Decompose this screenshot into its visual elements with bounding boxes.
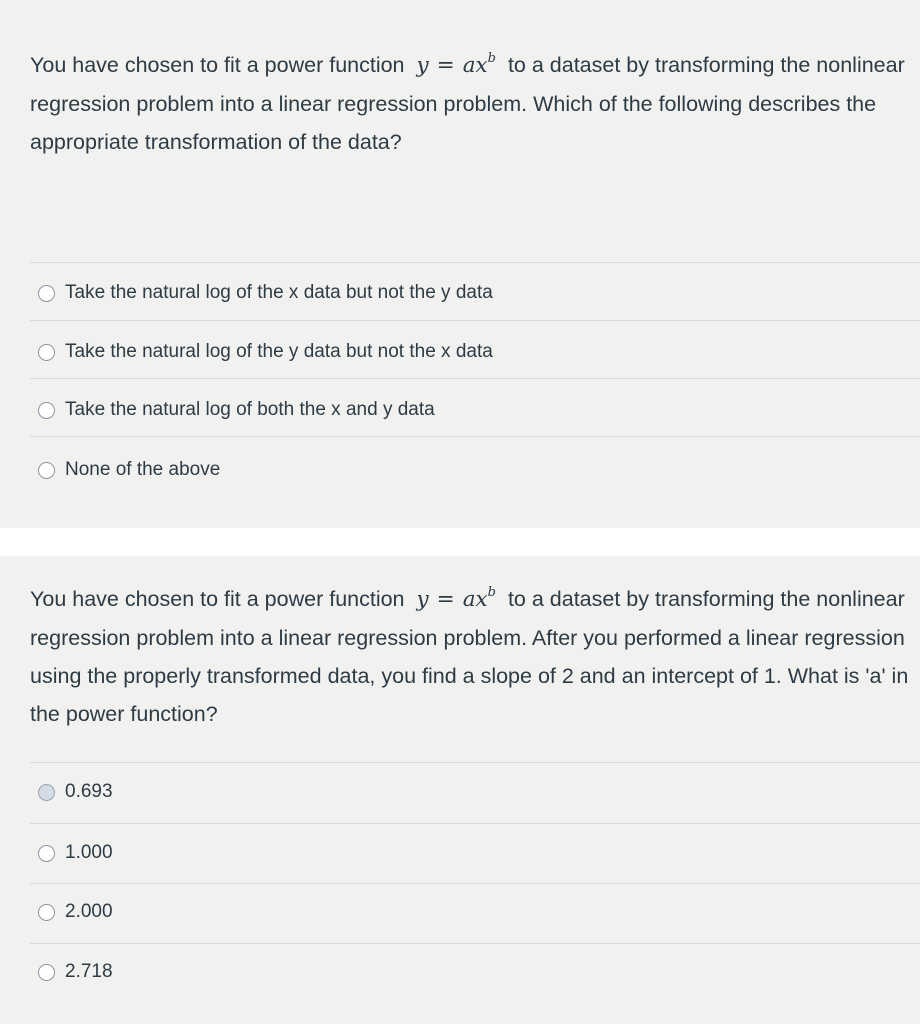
- answer-divider: [30, 436, 920, 437]
- question-text: [30, 42, 912, 161]
- power-function-formula: [411, 587, 502, 612]
- radio-button[interactable]: [38, 784, 55, 801]
- formula-base: ax: [462, 53, 488, 79]
- answer-divider: [30, 378, 920, 379]
- question-text: [30, 576, 912, 733]
- answer-option-2[interactable]: [38, 838, 113, 868]
- answer-divider: [30, 262, 920, 263]
- answer-divider: [30, 320, 920, 321]
- power-function-formula: [411, 53, 502, 78]
- question-suffix: to a dataset by transforming the nonlinear regression problem into a linear regression problem. After you performed a linear regression using the properly transformed data, you find a slope of 2 and an intercept of 1. What is 'a' in the power function?: [30, 587, 909, 727]
- radio-button[interactable]: [38, 344, 55, 361]
- answer-option-3[interactable]: [38, 395, 435, 425]
- formula-base: ax: [462, 587, 488, 613]
- radio-button[interactable]: [38, 462, 55, 479]
- question-prefix: You have chosen to fit a power function: [30, 587, 405, 612]
- answer-label: Take the natural log of the x data but not the y data: [65, 282, 493, 303]
- question-card-2: [0, 556, 920, 1024]
- question-prefix: You have chosen to fit a power function: [30, 53, 405, 78]
- answer-option-1[interactable]: [38, 278, 493, 308]
- radio-button[interactable]: [38, 904, 55, 921]
- answer-label: Take the natural log of the y data but not the x data: [65, 341, 493, 362]
- answer-label: 0.693: [65, 781, 113, 802]
- formula-equals: =: [436, 53, 455, 79]
- answer-divider: [30, 823, 920, 824]
- radio-button[interactable]: [38, 402, 55, 419]
- formula-exponent: b: [487, 585, 496, 600]
- answer-divider: [30, 883, 920, 884]
- answer-divider: [30, 762, 920, 763]
- formula-lhs: y: [416, 53, 429, 79]
- answer-divider: [30, 943, 920, 944]
- answer-option-4[interactable]: [38, 957, 113, 987]
- answer-option-4[interactable]: [38, 455, 220, 485]
- answer-option-3[interactable]: [38, 897, 113, 927]
- answer-label: None of the above: [65, 459, 221, 480]
- answer-label: 1.000: [65, 842, 113, 863]
- answer-label: Take the natural log of both the x and y data: [65, 399, 435, 420]
- radio-button[interactable]: [38, 845, 55, 862]
- answer-option-2[interactable]: [38, 337, 493, 367]
- answer-option-1[interactable]: [38, 777, 113, 807]
- formula-exponent: b: [487, 51, 496, 66]
- answer-label: 2.718: [65, 961, 113, 982]
- question-suffix: to a dataset by transforming the nonlinear regression problem into a linear regression problem. Which of the following describes the appropriate transformation of the data?: [30, 53, 905, 155]
- radio-button[interactable]: [38, 964, 55, 981]
- answer-label: 2.000: [65, 901, 113, 922]
- formula-lhs: y: [416, 587, 429, 613]
- radio-button[interactable]: [38, 285, 55, 302]
- formula-equals: =: [436, 587, 455, 613]
